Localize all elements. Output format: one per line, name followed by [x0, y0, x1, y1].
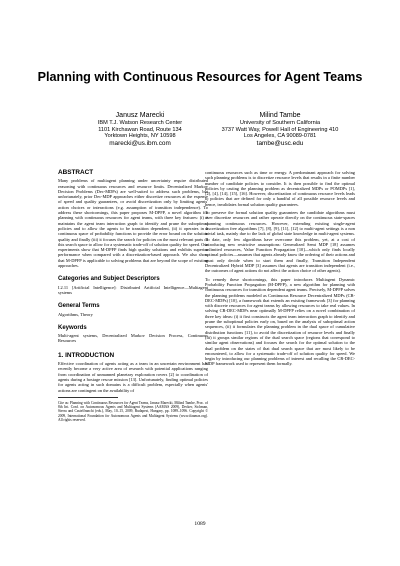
intro-heading: 1. INTRODUCTION: [58, 351, 115, 359]
author-block-2: [220, 112, 340, 147]
categories-text: I.2.11 [Artificial Intelligence]: Distributed Artificial Intelligence—Multiagent systems: [58, 284, 208, 295]
left-column: [58, 170, 208, 425]
author-affiliation: University of Southern California: [239, 120, 321, 126]
author-email: marecki@us.ibm.com: [109, 139, 171, 147]
author-block-1: [80, 112, 200, 147]
author-affiliation: IBM T.J. Watson Research Center: [97, 120, 183, 126]
author-address: Yorktown Heights, NY 10598: [104, 133, 176, 140]
paper-title: Planning with Continuous Resources for Agent Teams: [37, 70, 363, 84]
right-column: [205, 170, 355, 370]
intro-text: Effective coordination of agents acting as a team in an uncertain environment has recently become a very active area of research with potential applications ranging from coordination of unmanned planetary exploration rovers [2] to coordination of agents during a hostage rescue mission [13]. Unfortunately, finding optimal policies for agents acting in such domains is a difficult problem, especially when agents' actions are contingent on the availability of: [58, 361, 208, 393]
categories-heading: Categories and Subject Descriptors: [58, 276, 160, 283]
author-name: Milind Tambe: [259, 112, 301, 119]
citation-footnote: Cite as: Planning with Continuous Resources for Agent Teams, Janusz Marecki, Milind Tambe, Proc. of 8th Int. Conf. on Autonomous Agents and Multiagent Systems (AAMAS 2009), Decker, Sichman, Sierra and Castelfranchi (eds.), May, 10–15, 2009, Budapest, Hungary, pp. 1089–1096. Copyright © 2009, International Foundation for Autonomous Agents and Multiagent Systems (www.ifaamas.org). All rights reserved.: [58, 400, 208, 422]
author-email: tambe@usc.edu: [256, 139, 304, 147]
abstract-text: Many problems of multiagent planning under uncertainty require distributed reasoning with continuous resources and resource limits. Decentralized Markov Decision Problems (Dec-MDPs) are well-suited to address such problems, but unfortunately, prior Dec-MDP approaches either discretize resources at the expense of speed and quality guarantees, or avoid discretization only by limiting agents' action choices or interactions (e.g. assumption of transition independence). To address these shortcomings, this paper proposes M-DPFP, a novel algorithm for planning with continuous resources for agent teams, with three key features: (i) it maintains the agent team interaction graph to identify and prune the suboptimal policies and to allow the agents to be transition dependent, (ii) it operates in a continuous space of probability functions to provide the error bound on the solution quality and finally (iii) it focuses the search for policies on the most relevant parts of this search space to allow for a systematic trade-off of solution quality for speed. Our experiments show that M-DPFP finds high quality solutions and exhibits superior performance when compared with a discretization-based approach. We also show that M-DPFP is applicable to solving problems that are beyond the scope of existing approaches.: [58, 178, 208, 269]
abstract-heading: ABSTRACT: [58, 169, 94, 176]
body-paragraph: To preserve the formal solution quality guarantees the candidate algorithms must over discretize resources and rather operate directly on the continuous state-spaces spanning continuous resources. However, extending existing single-agent discretization free algorithms [7], [8], [9], [11], [12] to multi-agent settings is a non trivial task, mainly due to the lack of global state knowledge in multi-agent systems. To date, only few algorithms have overcome this problem, yet, at a cost of introducing new restrictive assumptions: Generalized Semi MDP [18] assumes unlimited resources, Value Function Propagation [10]—which only finds locally optimal policies—assumes that agents already know the ordering of their actions and must only decide when to start them and finally, Transition Independent Decentralized Hybrid MDP [3] assumes that agents are transition independent (i.e., the outcomes of agent actions do not affect the action choice of other agents).: [205, 210, 355, 274]
terms-heading: General Terms: [58, 303, 100, 310]
keywords-text: Multi-agent systems, Decentralized Markov Decision Process, Continuous Resources: [58, 333, 208, 344]
page-number: 1089: [194, 521, 206, 527]
keywords-heading: Keywords: [58, 324, 87, 331]
author-address: 3737 Watt Way, Powell Hall of Engineering 410: [221, 126, 339, 133]
body-paragraph: To remedy these shortcomings, this paper introduces Multiagent Dynamic Probability Function Propagation (M-DPFP), a new algorithm for planning with continuous resources for transition dependent agent teams. Precisely, M-DPFP solves the planning problems modeled as Continuous Resource Decentralized MDPs (CR-DEC-MDPs) [10], a framework that extends an existing framework [3] for planning with discrete resources for agent teams by allowing resources to take real values. In solving CR-DEC-MDPs near optimally M-DPFP relies on a novel combination of three key ideas: (i) it first constructs the agent team interaction graph to identify and prune the suboptimal policies early on, based on the analysis of suboptimal action sequences, (ii) it formulates the planning problem in the dual space of cumulative distribution functions [11], to avoid the discretization of resource levels and finally (iii) it groups similar regions of the dual search space (regions that correspond to similar agent observations) and focuses the search for the optimal solution to the dual problem on the states of that dual search space that are most likely to be encountered, to allow for a systematic trade-off of solution quality for speed. We begin by introducing our planning problems of interest and recalling the CR-DEC-MDP framework used to represent them formally.: [205, 276, 355, 367]
footnote-rule: [58, 397, 118, 398]
author-address: 1101 Kirchawan Road, Route 134: [98, 126, 182, 133]
author-name: Janusz Marecki: [115, 112, 165, 119]
author-address: Los Angeles, CA 90089-0781: [243, 133, 317, 140]
terms-text: Algorithms, Theory: [58, 311, 93, 317]
body-paragraph: continuous resources such as time or energy. A predominant approach for solving such planning problems is to discretize resource levels that results in a finite number number of candidate policies to consider. It is then possible to find the optimal policies by casting the planning problem as decentralized MDPs or POMDPs [1], [2], [4], [14], [15], [16]. However, discretization of continuous resource levels leads to policies that are defined for only a handful of all possible resource levels and hence, invalidates formal solution quality guarantees.: [205, 170, 355, 207]
